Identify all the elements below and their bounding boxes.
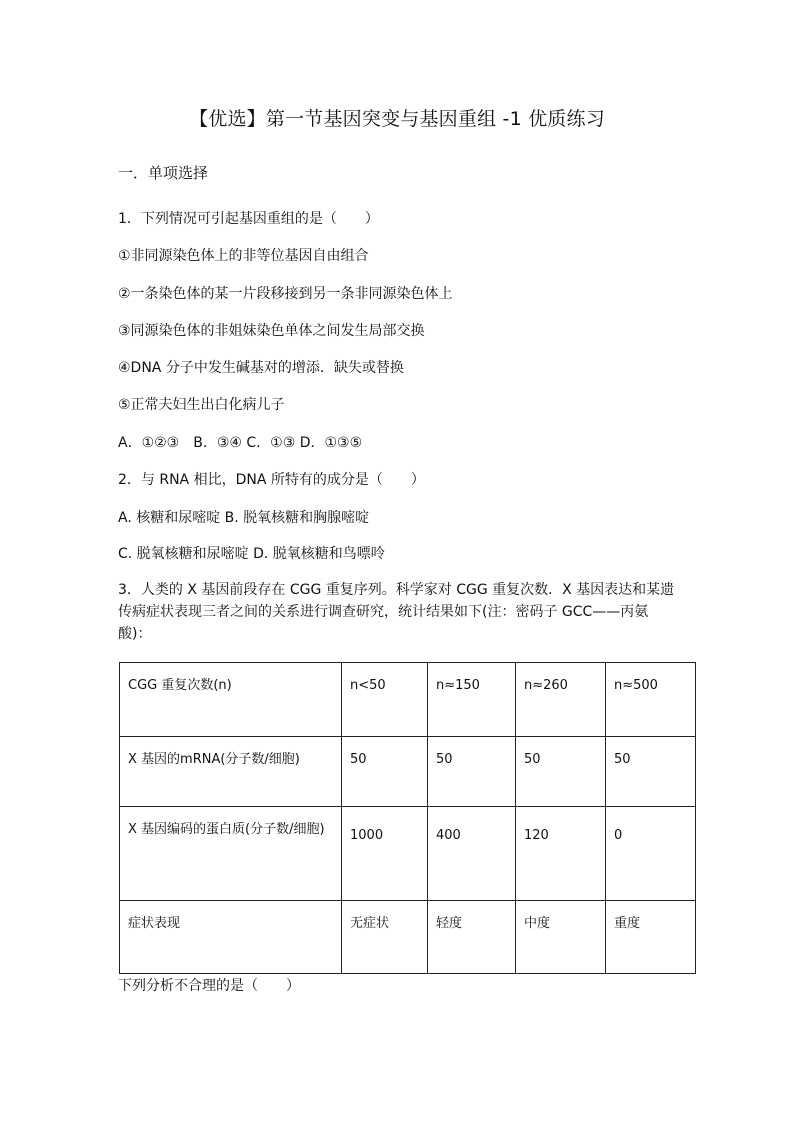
question-1-item-3: ③同源染色体的非姐妹染色单体之间发生局部交换 [118,323,425,339]
table-cell: n≈260 [516,663,606,737]
table-row [120,807,696,901]
table-cell: 无症状 [342,901,428,974]
table-cell: CGG 重复次数(n) [120,663,342,737]
table-cell: 120 [516,807,606,901]
table-cell: 50 [606,737,696,807]
section-heading: 一．单项选择 [118,164,209,182]
question-1-item-1: ①非同源染色体上的非等位基因自由组合 [118,248,369,264]
table-cell: X 基因编码的蛋白质(分子数/细胞) [120,807,342,901]
table-cell: 0 [606,807,696,901]
question-1-item-2: ②一条染色体的某一片段移接到另一条非同源染色体上 [118,286,453,302]
table-cell: 轻度 [428,901,516,974]
table-cell: X 基因的mRNA(分子数/细胞) [120,737,342,807]
question-2-options-cd: C. 脱氧核糖和尿嘧啶 D. 脱氧核糖和鸟嘌呤 [118,546,385,562]
question-1-item-4: ④DNA 分子中发生碱基对的增添．缺失或替换 [118,360,404,376]
table-cell: 50 [342,737,428,807]
question-1-stem: 1．下列情况可引起基因重组的是（ ） [118,211,379,227]
table-cell: 50 [516,737,606,807]
table-cell: 50 [428,737,516,807]
table-row [120,901,696,974]
table-row [120,737,696,807]
question-1-options: A．①②③ B．③④ C．①③ D．①③⑤ [118,435,363,451]
data-table [119,662,696,974]
table-cell: n≈150 [428,663,516,737]
table-row [120,663,696,737]
table-cell: n≈500 [606,663,696,737]
question-3-followup: 下列分析不合理的是（ ） [118,978,300,994]
question-1-item-5: ⑤正常夫妇生出白化病儿子 [118,397,285,413]
table-cell: 1000 [342,807,428,901]
table-cell: 重度 [606,901,696,974]
page-title: 【优选】第一节基因突变与基因重组 -1 优质练习 [189,108,605,130]
question-2-options-ab: A. 核糖和尿嘧啶 B. 脱氧核糖和胸腺嘧啶 [118,510,370,526]
table-cell: 症状表现 [120,901,342,974]
question-3-stem: 3．人类的 X 基因前段存在 CGG 重复序列。科学家对 CGG 重复次数．X 基因表达和某遗传病症状表现三者之间的关系进行调查研究，统计结果如下(注：密码子 GCC——丙氨酸)： [118,582,675,642]
table-cell: n<50 [342,663,428,737]
table-cell: 中度 [516,901,606,974]
question-2-stem: 2．与 RNA 相比，DNA 所特有的成分是（ ） [118,472,425,488]
table-cell: 400 [428,807,516,901]
